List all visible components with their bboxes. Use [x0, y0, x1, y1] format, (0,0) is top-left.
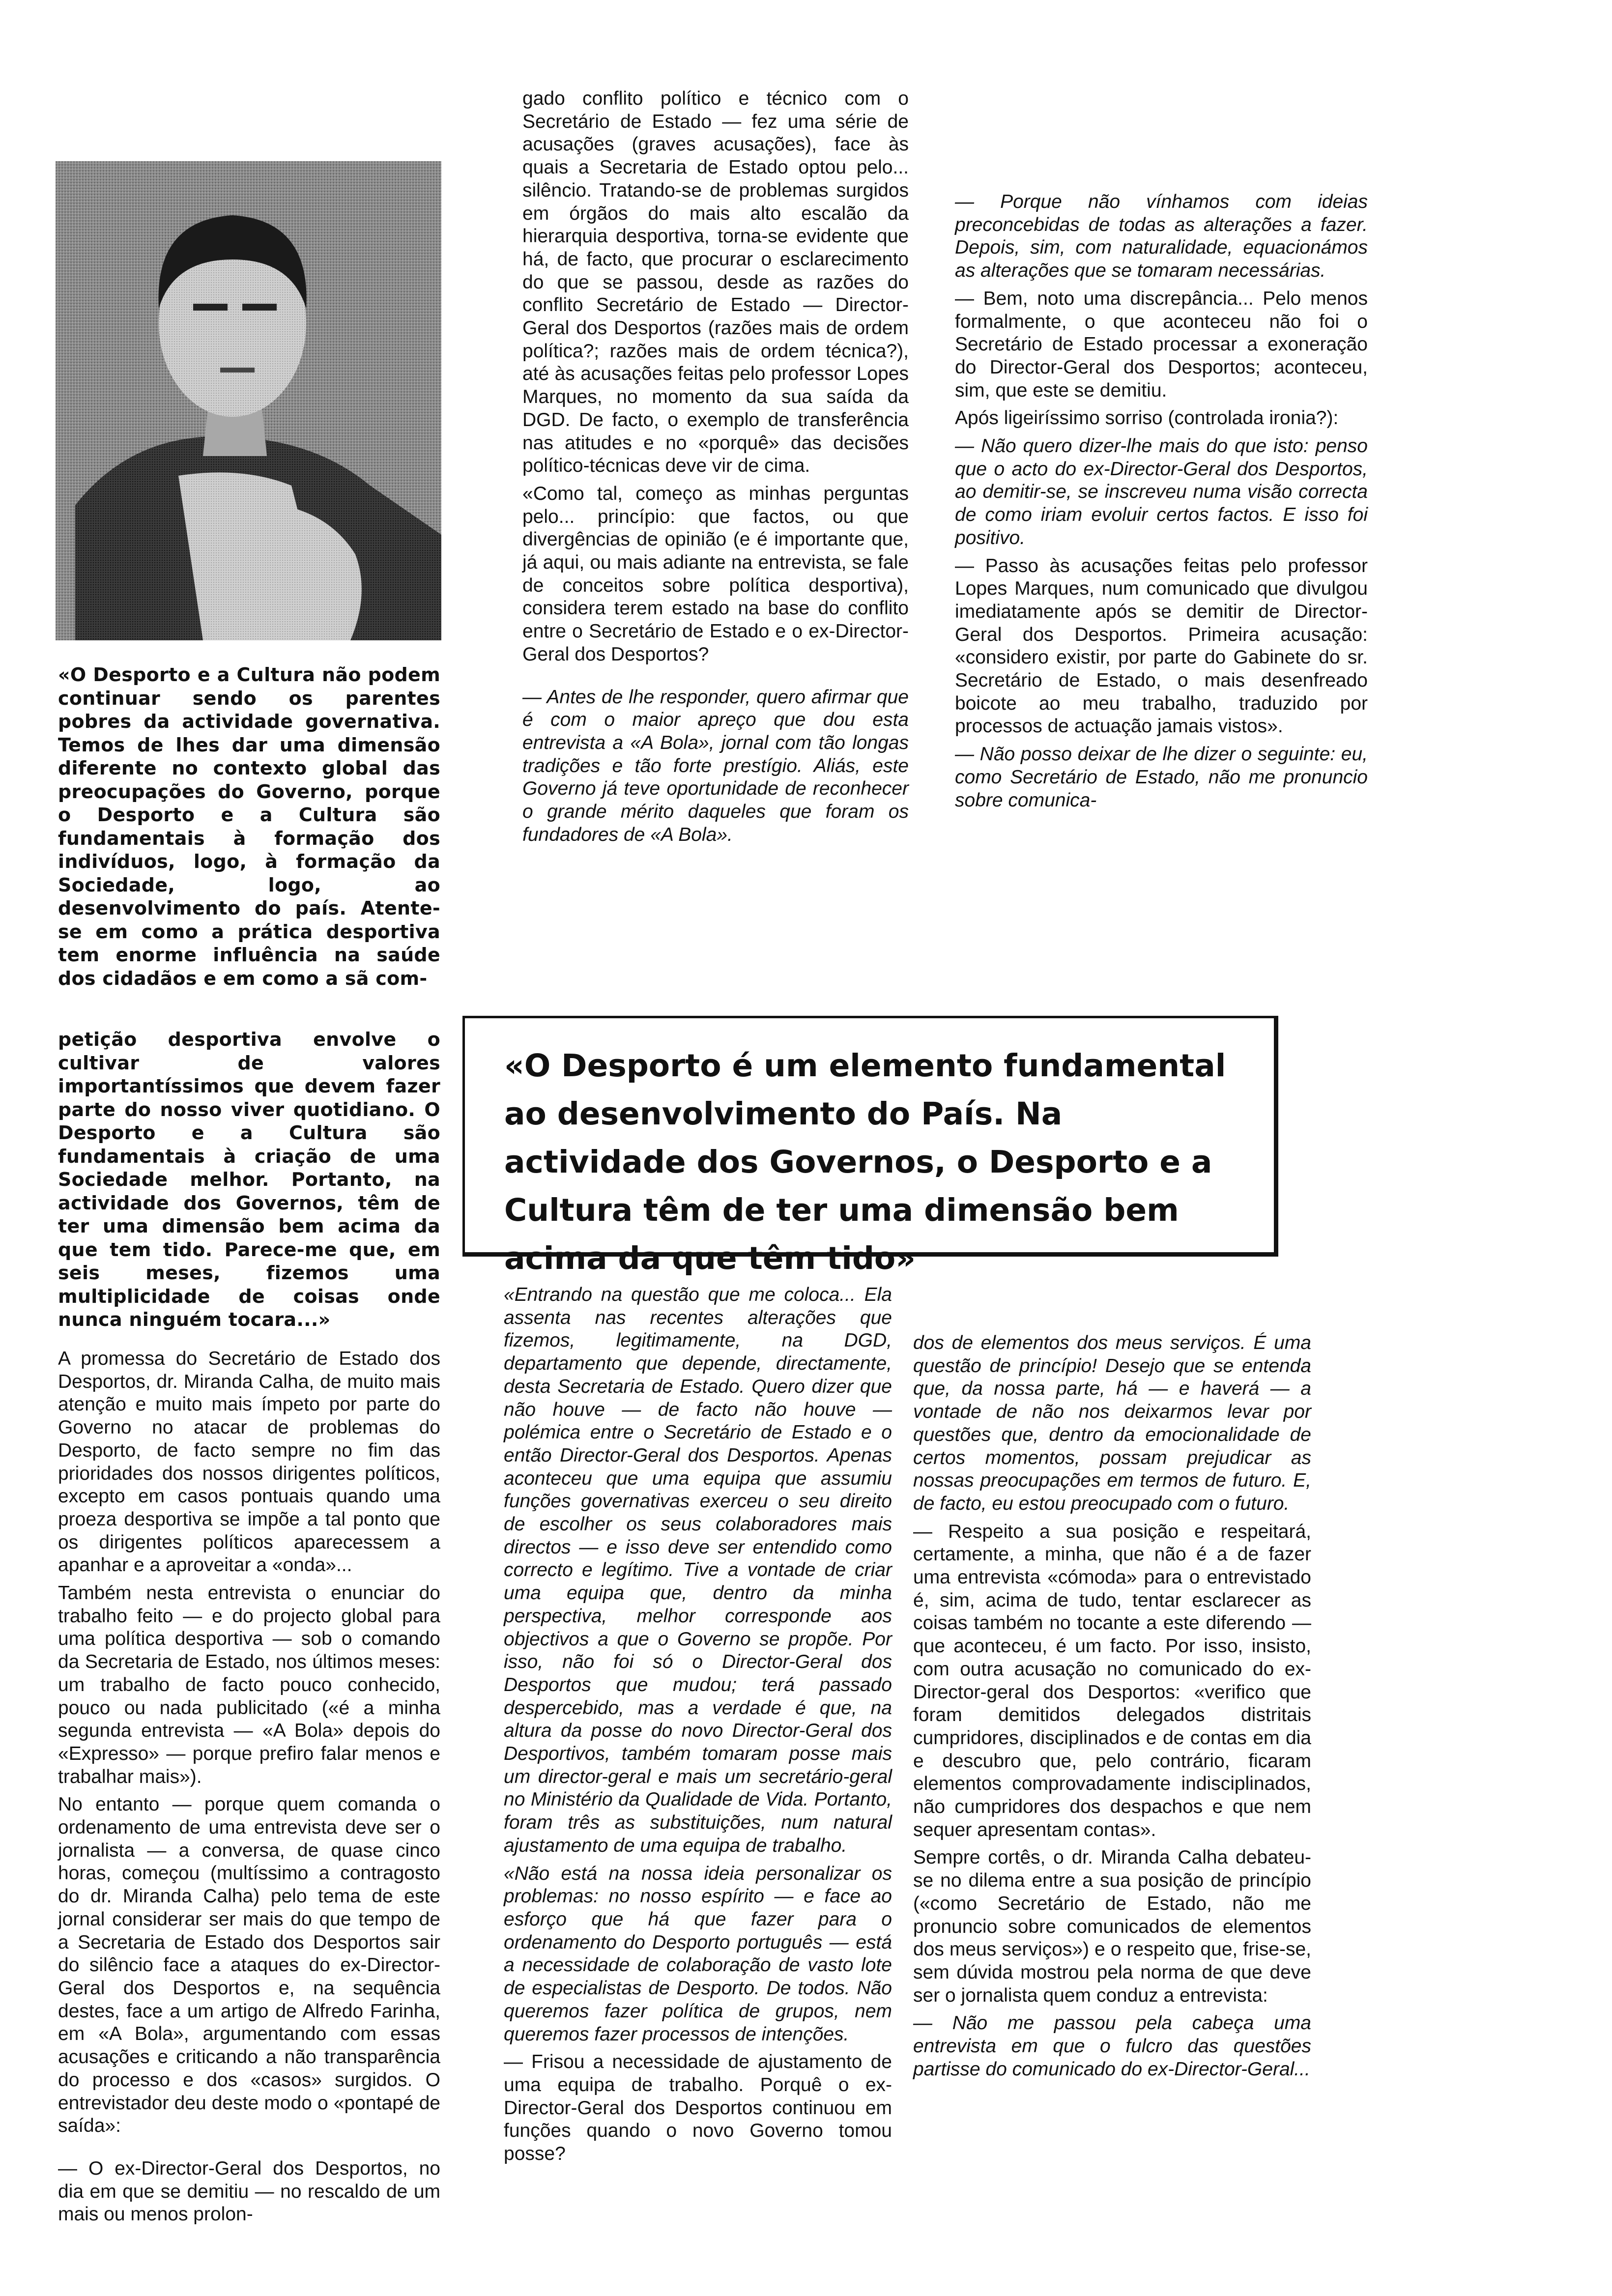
pull-quote-box	[462, 1016, 1278, 1276]
paragraph: «Entrando na questão que me coloca... Ela assenta nas recentes alterações que fizemos, legitimamente, na DGD, departamento que depende, directamente, desta Secretaria de Estado. Quero dizer que não houve — de facto não houve — polémica entre o Secretário de Estado e o então Director-Geral dos Desportos. Apenas aconteceu que uma equipa que assumiu funções governativas exerceu o seu direito de escolher os seus colaboradores mais directos — e isso deve ser entendido como correcto e legítimo. Tive a vontade de criar uma equipa que, dentro da minha perspectiva, melhor corresponde aos objectivos a que o Governo se propõe. Por isso, não foi só o Director-Geral dos Desportos que mudou; terá passado despercebido, mas a verdade é que, na altura da posse do novo Director-Geral dos Desportivos, também tomaram posse mais um director-geral e mais um secretário-geral no Ministério da Qualidade de Vida. Portanto, foram três as substituições, num natural ajustamento de uma equipa de trabalho.	[504, 1284, 892, 1856]
article-column-2-bottom	[504, 1284, 892, 2171]
paragraph: «Como tal, começo as minhas perguntas pelo... princípio: que factos, ou que divergências de opinião (e é importante que, já aqui, ou mais adiante na entrevista, se fale de conceitos sobre política desportiva), considera terem estado na base do conflito entre o Secretário de Estado e o ex-Director-Geral dos Desportos?	[522, 483, 909, 665]
paragraph: — Passo às acusações feitas pelo professor Lopes Marques, num comunicado que divulgou imediatamente após se demitir de Director-Geral dos Desportos. Primeira acusação: «considero existir, por parte do Gabinete do sr. Secretário de Estado, o mais desenfreado boicote ao meu trabalho, traduzido por processos de actuação jamais vistos».	[955, 555, 1368, 737]
portrait-photo	[56, 161, 441, 640]
pull-quote-text: «O Desporto é um elemento fundamental ao desenvolvimento do País. Na actividade dos Governos, o Desporto e a Cultura têm de ter uma dimensão bem acima da que têm tido»	[504, 1048, 1226, 1276]
paragraph: dos de elementos dos meus serviços. É uma questão de princípio! Desejo que se entenda que, da nossa parte, há — e haverá — a vontade de não nos deixarmos levar por questões que, dentro da emocionalidade de certos momentos, possam prejudicar as nossas preocupações em termos de futuro. E, de facto, eu estou preocupado com o futuro.	[913, 1332, 1311, 1514]
paragraph: No entanto — porque quem comanda o ordenamento de uma entrevista deve ser o jornalista — a conversa, de quase cinco horas, começou (multíssimo a contragosto do dr. Miranda Calha) pelo tema de este jornal considerar ser mais do que tempo de a Secretaria de Estado dos Desportos sair do silêncio face a ataques do ex-Director-Geral dos Desportos e, na sequência destes, face a um artigo de Alfredo Farinha, em «A Bola», argumentando com essas acusações e criticando a não transparência do processo e dos «casos» surgidos. O entrevistador deu deste modo o «pontapé de saída»:	[58, 1794, 440, 2137]
portrait-image	[56, 161, 441, 640]
paragraph: «Não está na nossa ideia personalizar os problemas: no nosso espírito — e face ao esforço que há que fazer para o ordenamento do Desporto português — está a necessidade de colaboração de vasto lote de especialistas de Desporto. De todos. Não queremos fazer política de grupos, nem queremos fazer processos de intenções.	[504, 1863, 892, 2045]
article-column-1	[58, 1348, 440, 2231]
photo-caption-part2	[58, 1028, 440, 1337]
paragraph: Também nesta entrevista o enunciar do trabalho feito — e do projecto global para uma política desportiva — sob o comando da Secretaria de Estado, nos últimos meses: um trabalho de facto pouco conhecido, pouco ou nada publicitado («é a minha segunda entrevista — «A Bola» depois do «Expresso» — porque prefiro falar menos e trabalhar mais»).	[58, 1582, 440, 1787]
paragraph: — Não posso deixar de lhe dizer o seguinte: eu, como Secretário de Estado, não me pronuncio sobre comunica-	[955, 744, 1368, 811]
paragraph: Sempre cortês, o dr. Miranda Calha debateu-se no dilema entre a sua posição de princípio («como Secretário de Estado, não me pronuncio sobre comunicados de elementos dos meus serviços») e o respeito que, frise-se, sem dúvida mostrou pela norma de que deve ser o jornalista quem conduz a entrevista:	[913, 1847, 1311, 2006]
article-column-3-bottom	[913, 1332, 1311, 2086]
paragraph: A promessa do Secretário de Estado dos Desportos, dr. Miranda Calha, de muito mais atenção e muito mais ímpeto por parte do Governo no atacar de problemas do Desporto, de facto sempre no fim das prioridades dos nossos dirigentes políticos, excepto em casos pontuais quando uma proeza desportiva se impõe a tal ponto que os dirigentes políticos aparecessem a apanhar e a aproveitar a «onda»...	[58, 1348, 440, 1576]
article-column-3-top	[955, 191, 1368, 817]
caption-text-1: «O Desporto e a Cultura não podem continuar sendo os parentes pobres da actividade governativa. Temos de lhes dar uma dimensão diferente no contexto global das preocupações do Governo, porque o Desporto e a Cultura são fundamentais à formação dos indivíduos, logo, à formação da Sociedade, logo, ao desenvolvimento do país. Atente-se em como a prática desportiva tem enorme influência na saúde dos cidadãos e em como a sã com-	[58, 664, 440, 989]
paragraph: — O ex-Director-Geral dos Desportos, no dia em que se demitiu — no rescaldo de um mais ou menos prolon-	[58, 2157, 440, 2225]
paragraph: — Respeito a sua posição e respeitará, certamente, a minha, que não é a de fazer uma entrevista «cómoda» para o entrevistado é, sim, acima de tudo, tentar esclarecer as coisas também no tocante a este diferendo — que aconteceu, é um facto. Por isso, insisto, com outra acusação no comunicado do ex-Director-geral dos Desportos: «verifico que foram demitidos delegados distritais cumpridores, disciplinados e de contas em dia e descubro que, pelo contrário, ficaram elementos comprovadamente indisciplinados, não cumpridores dos despachos e que nem sequer apresentam contas».	[913, 1521, 1311, 1840]
paragraph: Após ligeiríssimo sorriso (controlada ironia?):	[955, 407, 1339, 429]
caption-text-2: petição desportiva envolve o cultivar de valores importantíssimos que devem fazer parte do nosso viver quotidiano. O Desporto e a Cultura são fundamentais à criação de uma Sociedade melhor. Portanto, na actividade dos Governos, têm de ter uma dimensão bem acima da que tem tido. Parece-me que, em seis meses, fizemos uma multiplicidade de coisas onde nunca ninguém tocara...»	[58, 1029, 440, 1330]
article-column-2-top	[522, 87, 909, 852]
paragraph: — Não quero dizer-lhe mais do que isto: penso que o acto do ex-Director-Geral dos Desportos, ao demitir-se, se inscreveu numa visão correcta de como iriam evoluir certos factos. E isso foi positivo.	[955, 435, 1368, 548]
paragraph: — Não me passou pela cabeça uma entrevista em que o fulcro das questões partisse do comunicado do ex-Director-Geral...	[913, 2012, 1311, 2080]
paragraph: — Antes de lhe responder, quero afirmar que é com o maior apreço que dou esta entrevista a «A Bola», jornal com tão longas tradições e tão forte prestígio. Aliás, este Governo já teve oportunidade de reconhecer o grande mérito daqueles que foram os fundadores de «A Bola».	[522, 686, 909, 845]
paragraph: — Frisou a necessidade de ajustamento de uma equipa de trabalho. Porquê o ex-Director-Geral dos Desportos continuou em funções quando o novo Governo tomou posse?	[504, 2051, 892, 2165]
paragraph: — Bem, noto uma discrepância... Pelo menos formalmente, o que aconteceu não foi o Secretário de Estado processar a exoneração do Director-Geral dos Desportos; aconteceu, sim, que este se demitiu.	[955, 287, 1368, 401]
paragraph: gado conflito político e técnico com o Secretário de Estado — fez uma série de acusações (graves acusações), face às quais a Secretaria de Estado optou pelo... silêncio. Tratando-se de problemas surgidos em órgãos do mais alto escalão da hierarquia desportiva, torna-se evidente que há, de facto, que procurar o esclarecimento do que se passou, desde as razões do conflito Secretário de Estado — Director-Geral dos Desportos (razões mais de ordem política?; razões mais de ordem técnica?), até às acusações feitas pelo professor Lopes Marques, no momento da sua saída da DGD. De facto, o exemplo de transferência nas atitudes e no «porquê» das decisões político-técnicas deve vir de cima.	[522, 88, 909, 477]
photo-caption-part1	[58, 663, 440, 995]
paragraph: — Porque não vínhamos com ideias preconcebidas de todas as alterações a fazer. Depois, sim, com naturalidade, equacionámos as alterações que se tomaram necessárias.	[955, 191, 1368, 282]
